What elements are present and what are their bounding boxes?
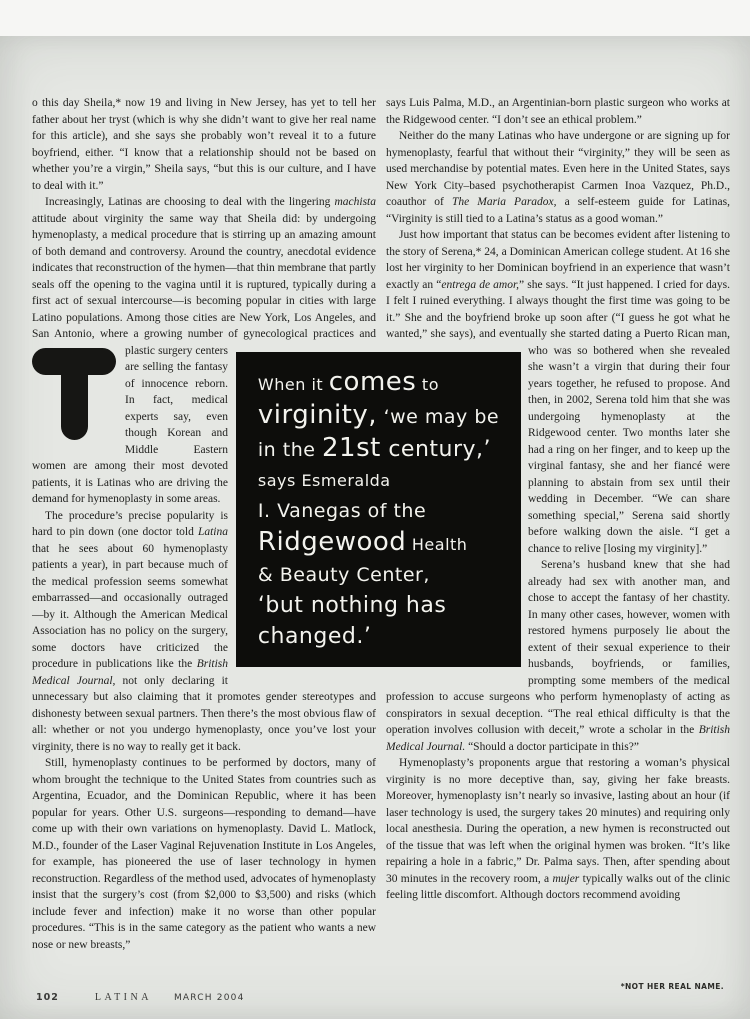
drop-cap-letter	[32, 348, 116, 440]
paragraph: says Luis Palma, M.D., an Argentinian-born plastic surgeon who works at the Ridgewood center. “I don’t see an ethical problem.”	[386, 97, 730, 126]
paragraph: Increasingly, Latinas are choosing to deal with the lingering machista attitude about virginity the same way that Sheila did: by undergoing hymenoplasty, a medical procedure that is stirring up an amazing amount of both demand and controversy. Around the country, anecdotal evidence indicates that reconstruction of the hymen—that thin membrane that partly seals off the opening to the vagina until it is ruptured, typically during a first act of sexual intercourse—is becoming popular in cities with large Latino populations. Among those cities are New York, Los Angeles, and San Antonio, where a growing number of gynecological practices and plastic surgery centers are selling the fantasy of innocence reborn. In fact, medical experts say, even though Korean and Middle Eastern women are among their most devoted patients, it is Latinas who are driving the demand for hymenoplasty in some areas.	[32, 196, 376, 505]
pull-quote-text	[258, 367, 499, 653]
pull-quote-line: changed.’	[257, 623, 372, 649]
paragraph: Serena’s husband knew that she had already had sex with another man, and chose to accept the fantasy of her chastity. In many other cases, however, women with restored hymens purposely lie about the extent of their sexual experience to their husbands, boyfriends, or families, prompting some members of the medical profession to accuse surgeons who perform hymenoplasty of acting as conspirators in sexual deception. “The real ethical difficulty is that the operation involves collusion with deceit,” wrote a scholar in the British Medical Journal. “Should a doctor participate in this?”	[386, 559, 730, 753]
paragraph: Neither do the many Latinas who have undergone or are signing up for hymenoplasty, fearful that without their “virginity,” they will be seen as used merchandise by potential mates. Even here in the United States, says New York City–based psychotherapist Carmen Inoa Vazquez, Ph.D., coauthor of The Maria Paradox, a self-esteem guide for Latinas, “Virginity is still tied to a Latina’s status as a good woman.”	[386, 130, 730, 225]
pull-quote-line: Ridgewood Health	[257, 526, 468, 557]
paragraph: Hymenoplasty’s proponents argue that restoring a woman’s physical virginity is no more deceptive than, say, giving her fake breasts. Moreover, hymenoplasty isn’t nearly so invasive, lasting about an hour (if laser technology is used, the surgery takes 20 minutes) and requiring only local anesthesia. During the operation, a new hymen is reconstructed out of the tissue that was left when the original hymen was broken. “It’s like repairing a hole in a fabric,” Dr. Palma says. Then, after spending about 30 minutes in the recovery room, a mujer typically walks out of the clinic feeling little discomfort. Although doctors recommend avoiding	[386, 757, 730, 901]
page-number: 102	[36, 992, 59, 1003]
pull-quote-box	[237, 353, 520, 666]
pull-quote-line: says Esmeralda	[257, 470, 391, 490]
pull-quote-line: When it comes to	[257, 366, 439, 397]
scan-margin-strip	[0, 0, 750, 36]
paragraph: Still, hymenoplasty continues to be performed by doctors, many of whom brought the technique to the United States from countries such as Argentina, Ecuador, and the Dominican Republic, where it has been popular for years. Other U.S. surgeons—responding to demand—have come up with their own variations on hymenoplasty. David L. Matlock, M.D., founder of the Laser Vaginal Rejuvenation Institute in Los Angeles, for example, has pioneered the use of laser technology in hymen reconstruction. Regardless of the method used, advocates of hymenoplasty insist that the surgery’s cost (from $2,000 to $3,500) and risks (which include fever and infection) make it no worse than other popular procedures. “This is in the same category as the patient who wants a new nose or new breasts,”	[32, 757, 376, 951]
paragraph: Just how important that status can be becomes evident after listening to the story of Serena,* 24, a Dominican American college student. At 16 she lost her virginity to her Dominican boyfriend in an experience that wasn’t exactly an “entrega de amor,” she says. “It just happened. I cried for days. I felt I ruined everything. I always thought the first time was going to be it.” She and the boyfriend broke up soon after (“I guess he got what he wanted,” she says), and eventually she started dating a Puerto Rican man, who was so bothered when she revealed she wasn’t a virgin that during their four years together, he refused to propose. And then, in 2002, Serena told him that she was undergoing hymenoplasty at the Ridgewood center. Two months later she had a ring on her finger, and to keep up the virginal fantasy, she and her fiancé were planning to abstain from sex until their wedding in December. “We can share something special,” Serena said shortly before walking down the aisle. “I get a chance to relive [losing my virginity].”	[386, 229, 730, 555]
pull-quote-line: & Beauty Center,	[257, 563, 430, 586]
page-footer	[36, 992, 245, 1003]
paragraph: o this day Sheila,* now 19 and living in New Jersey, has yet to tell her father about her tryst (which is why she didn’t want to give her real name for this article), and she says she probably won’t reveal it to a future boyfriend, either. “I know that a relationship should not be based on whether you’re a virgin,” Sheila says, “but this is our culture, and I have to deal with it.”	[32, 95, 376, 194]
issue-date: MARCH 2004	[173, 993, 245, 1003]
pull-quote-line: I. Vanegas of the	[257, 499, 427, 522]
pull-quote-line: ‘but nothing has	[257, 592, 447, 618]
pull-quote-line: in the 21st century,’	[257, 432, 492, 463]
footnote: *NOT HER REAL NAME.	[620, 982, 724, 991]
pull-quote-line: virginity, ‘we may be	[257, 399, 500, 430]
paragraph: The procedure’s precise popularity is hard to pin down (one doctor told Latina that he sees about 60 hymenoplasty patients a year), in part because much of the medical profession seems somewhat embarrassed—and occasionally outraged—by it. Although the American Medical Association has no policy on the surgery, some doctors have criticized the procedure in publications like the British Medical Journal, not only declaring it unnecessary but also claiming that it promotes gender stereotypes and dishonesty between sexual partners. Then there’s the most obvious flaw of all: whether or not you undergo hymenoplasty, once you’ve lost your virginity, there is no way to really get it back.	[32, 509, 376, 753]
magazine-title: LATINA	[94, 992, 152, 1003]
